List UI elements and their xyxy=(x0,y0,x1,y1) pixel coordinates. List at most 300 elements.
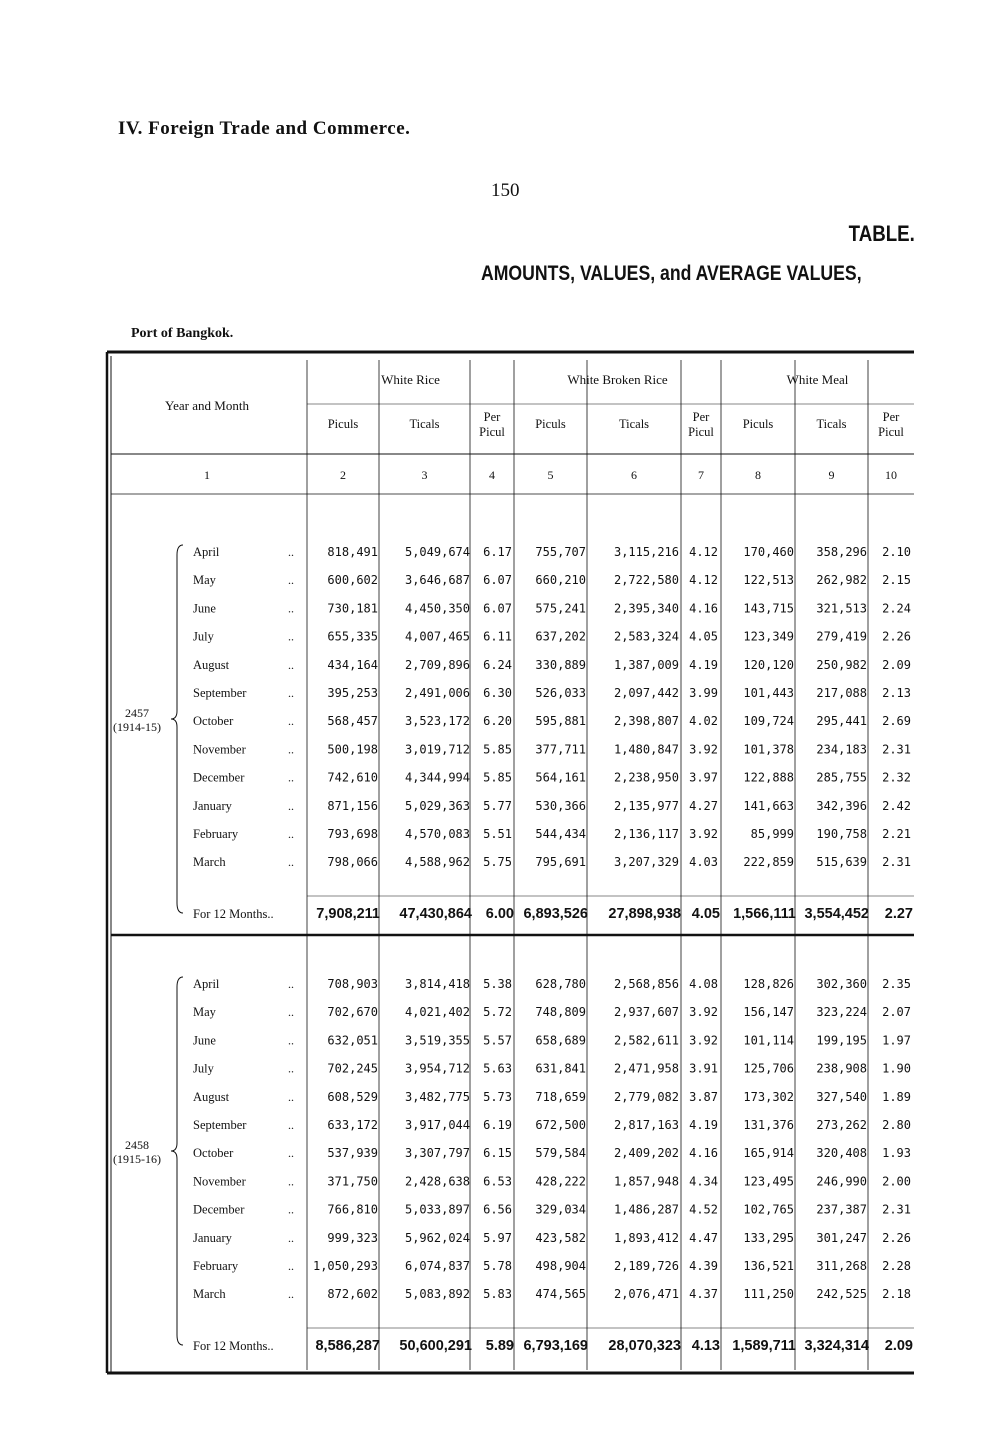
cell-value: 295,441 xyxy=(816,714,867,729)
month-label: June xyxy=(193,1033,216,1048)
cell-value: 3.92 xyxy=(689,742,718,757)
leader-dots: .. xyxy=(288,1230,294,1245)
cell-value: 3,917,044 xyxy=(404,1118,470,1132)
cell-value: 4.52 xyxy=(689,1202,718,1217)
cell-value: 515,639 xyxy=(816,855,867,870)
month-label: August xyxy=(193,1089,230,1104)
month-label: November xyxy=(193,742,246,757)
cell-value: 2,395,340 xyxy=(613,601,679,616)
cell-value: 101,443 xyxy=(743,686,794,700)
cell-value: 2,076,471 xyxy=(613,1287,679,1302)
header-piculs: Piculs xyxy=(742,417,774,431)
cell-value: 1.90 xyxy=(882,1061,911,1076)
cell-value: 395,253 xyxy=(327,686,378,700)
cell-value: 4.12 xyxy=(689,545,718,559)
cell-value: 358,296 xyxy=(816,545,867,559)
cell-value: 423,582 xyxy=(535,1230,586,1245)
cell-value: 5.77 xyxy=(483,798,512,813)
cell-value: 85,999 xyxy=(750,827,794,841)
cell-value: 2.35 xyxy=(882,977,911,991)
cell-value: 2.26 xyxy=(882,629,911,644)
cell-value: 2.00 xyxy=(882,1174,911,1189)
cell-value: 3,307,797 xyxy=(404,1146,470,1161)
cell-value: 708,903 xyxy=(327,977,378,991)
leader-dots: .. xyxy=(288,798,294,813)
cell-value: 320,408 xyxy=(816,1146,867,1161)
cell-value: 2,097,442 xyxy=(613,686,679,700)
year-brace xyxy=(171,977,183,1345)
cell-value: 6.30 xyxy=(483,686,512,700)
header-group-2: White Broken Rice xyxy=(567,372,668,387)
leader-dots: .. xyxy=(288,742,294,757)
cell-value: 2,709,896 xyxy=(404,657,470,672)
column-number-8: 8 xyxy=(755,468,761,482)
leader-dots: .. xyxy=(288,1005,294,1020)
cell-value: 2.31 xyxy=(882,855,911,870)
total-value: 7,908,211 xyxy=(316,906,380,922)
section-title: IV. Foreign Trade and Commerce. xyxy=(118,118,411,139)
cell-value: 1.93 xyxy=(882,1146,911,1161)
cell-value: 2,409,202 xyxy=(613,1146,679,1161)
cell-value: 6.07 xyxy=(483,573,512,588)
cell-value: 766,810 xyxy=(327,1202,378,1217)
cell-value: 131,376 xyxy=(743,1118,794,1132)
cell-value: 133,295 xyxy=(743,1230,794,1245)
cell-value: 6.56 xyxy=(483,1202,512,1217)
total-label: For 12 Months.. xyxy=(193,1339,274,1353)
cell-value: 2.31 xyxy=(882,1202,911,1217)
cell-value: 2.15 xyxy=(882,573,911,588)
month-label: February xyxy=(193,827,239,841)
cell-value: 3.92 xyxy=(689,1033,718,1048)
cell-value: 238,908 xyxy=(816,1061,867,1076)
leader-dots: .. xyxy=(288,1061,294,1076)
total-value: 5.89 xyxy=(485,1338,514,1354)
cell-value: 3.92 xyxy=(689,827,718,841)
header-ticals: Ticals xyxy=(409,417,440,431)
year-span: (1915-16) xyxy=(113,1152,161,1166)
cell-value: 6.20 xyxy=(483,714,512,729)
cell-value: 530,366 xyxy=(535,798,586,813)
cell-value: 2,722,580 xyxy=(613,573,679,588)
cell-value: 329,034 xyxy=(535,1202,586,1217)
cell-value: 143,715 xyxy=(743,601,794,616)
total-value: 1,566,111 xyxy=(733,906,796,922)
leader-dots: .. xyxy=(288,573,294,588)
column-number-3: 3 xyxy=(421,468,428,482)
cell-value: 101,114 xyxy=(743,1033,794,1048)
cell-value: 818,491 xyxy=(327,545,378,559)
column-number-4: 4 xyxy=(489,468,495,482)
cell-value: 3,646,687 xyxy=(404,573,470,588)
page-number: 150 xyxy=(491,180,520,201)
month-label: July xyxy=(193,629,214,644)
leader-dots: .. xyxy=(288,714,294,729)
cell-value: 434,164 xyxy=(327,657,378,672)
cell-value: 2,238,950 xyxy=(613,770,679,785)
total-value: 2.27 xyxy=(884,906,913,922)
cell-value: 327,540 xyxy=(816,1089,867,1104)
month-label: March xyxy=(193,1287,226,1302)
cell-value: 302,360 xyxy=(816,977,867,991)
total-value: 6.00 xyxy=(485,906,514,922)
cell-value: 5.78 xyxy=(483,1259,512,1273)
cell-value: 217,088 xyxy=(816,686,867,700)
cell-value: 123,349 xyxy=(743,629,794,644)
cell-value: 2,491,006 xyxy=(404,686,470,700)
cell-value: 793,698 xyxy=(327,827,378,841)
cell-value: 102,765 xyxy=(743,1202,794,1217)
cell-value: 5.75 xyxy=(483,855,512,870)
cell-value: 4.16 xyxy=(689,601,718,616)
cell-value: 730,181 xyxy=(327,601,378,616)
cell-value: 321,513 xyxy=(816,601,867,616)
total-value: 47,430,864 xyxy=(399,906,472,922)
year-span: (1914-15) xyxy=(113,720,161,734)
header-ticals: Ticals xyxy=(816,417,847,431)
month-label: January xyxy=(193,1230,232,1245)
cell-value: 111,250 xyxy=(743,1287,794,1302)
port-label: Port of Bangkok. xyxy=(131,326,234,341)
cell-value: 633,172 xyxy=(327,1118,378,1132)
cell-value: 718,659 xyxy=(535,1089,586,1104)
cell-value: 500,198 xyxy=(327,742,378,757)
cell-value: 2,428,638 xyxy=(404,1174,470,1189)
cell-value: 798,066 xyxy=(327,855,378,870)
cell-value: 4.16 xyxy=(689,1146,718,1161)
month-label: September xyxy=(193,1118,247,1132)
cell-value: 871,156 xyxy=(327,798,378,813)
cell-value: 474,565 xyxy=(535,1287,586,1302)
year-brace xyxy=(171,545,183,913)
cell-value: 5,083,892 xyxy=(404,1287,470,1302)
cell-value: 748,809 xyxy=(535,1005,586,1020)
cell-value: 330,889 xyxy=(535,657,586,672)
cell-value: 4.19 xyxy=(689,1118,718,1132)
cell-value: 2,583,324 xyxy=(613,629,679,644)
cell-value: 6.24 xyxy=(483,657,512,672)
cell-value: 4.37 xyxy=(689,1287,718,1302)
cell-value: 4.05 xyxy=(689,629,718,644)
cell-value: 136,521 xyxy=(743,1259,794,1273)
cell-value: 537,939 xyxy=(327,1146,378,1161)
header-piculs: Piculs xyxy=(535,417,566,431)
cell-value: 6.11 xyxy=(483,629,512,644)
cell-value: 4,450,350 xyxy=(404,601,470,616)
cell-value: 5.63 xyxy=(483,1061,512,1076)
cell-value: 323,224 xyxy=(816,1005,867,1020)
cell-value: 3.87 xyxy=(689,1089,718,1104)
total-value: 3,324,314 xyxy=(804,1338,869,1354)
month-label: October xyxy=(193,1146,234,1161)
cell-value: 5,033,897 xyxy=(404,1202,470,1217)
cell-value: 2.10 xyxy=(882,545,911,559)
cell-value: 2.32 xyxy=(882,770,911,785)
cell-value: 109,724 xyxy=(743,714,794,729)
cell-value: 156,147 xyxy=(743,1005,794,1020)
cell-value: 5.38 xyxy=(483,977,512,991)
cell-value: 4.39 xyxy=(689,1259,718,1273)
cell-value: 3,954,712 xyxy=(404,1061,470,1076)
cell-value: 5.83 xyxy=(483,1287,512,1302)
cell-value: 6.53 xyxy=(483,1174,512,1189)
month-label: April xyxy=(193,977,220,991)
cell-value: 628,780 xyxy=(535,977,586,991)
cell-value: 872,602 xyxy=(327,1287,378,1302)
cell-value: 637,202 xyxy=(535,629,586,644)
cell-value: 2.31 xyxy=(882,742,911,757)
cell-value: 101,378 xyxy=(743,742,794,757)
cell-value: 568,457 xyxy=(327,714,378,729)
cell-value: 285,755 xyxy=(816,770,867,785)
cell-value: 428,222 xyxy=(535,1174,586,1189)
cell-value: 5,029,363 xyxy=(404,798,470,813)
total-value: 50,600,291 xyxy=(399,1338,472,1354)
leader-dots: .. xyxy=(288,545,294,559)
leader-dots: .. xyxy=(288,1287,294,1302)
cell-value: 5,049,674 xyxy=(404,545,470,559)
leader-dots: .. xyxy=(288,1089,294,1104)
column-number-10: 10 xyxy=(885,468,897,482)
cell-value: 165,914 xyxy=(743,1146,794,1161)
cell-value: 632,051 xyxy=(327,1033,378,1048)
header-piculs: Piculs xyxy=(327,417,359,431)
cell-value: 4,588,962 xyxy=(404,855,470,870)
table-label: TABLE. xyxy=(848,221,915,246)
cell-value: 4.34 xyxy=(689,1174,718,1189)
leader-dots: .. xyxy=(288,1202,294,1217)
month-label: May xyxy=(193,1005,216,1020)
table-subtitle: AMOUNTS, VALUES, and AVERAGE VALUES, xyxy=(481,262,862,285)
cell-value: 246,990 xyxy=(816,1174,867,1189)
cell-value: 660,210 xyxy=(535,573,586,588)
cell-value: 4,570,083 xyxy=(404,827,470,841)
cell-value: 4.27 xyxy=(689,798,718,813)
cell-value: 6.07 xyxy=(483,601,512,616)
leader-dots: .. xyxy=(288,855,294,870)
cell-value: 5.85 xyxy=(483,742,512,757)
total-value: 3,554,452 xyxy=(804,906,869,922)
cell-value: 4.03 xyxy=(689,855,718,870)
cell-value: 3.91 xyxy=(689,1061,718,1076)
cell-value: 631,841 xyxy=(535,1061,586,1076)
total-value: 4.13 xyxy=(691,1338,720,1354)
leader-dots: .. xyxy=(288,601,294,616)
cell-value: 2,135,977 xyxy=(613,798,679,813)
cell-value: 301,247 xyxy=(816,1230,867,1245)
cell-value: 1,486,287 xyxy=(613,1202,679,1217)
cell-value: 5.72 xyxy=(483,1005,512,1020)
cell-value: 3,519,355 xyxy=(404,1033,470,1048)
month-label: September xyxy=(193,686,247,700)
cell-value: 3,814,418 xyxy=(404,977,470,991)
cell-value: 658,689 xyxy=(535,1033,586,1048)
header-year-month: Year and Month xyxy=(165,398,249,413)
cell-value: 199,195 xyxy=(816,1033,867,1048)
month-label: June xyxy=(193,601,216,616)
column-number-5: 5 xyxy=(547,468,554,482)
total-value: 1,589,711 xyxy=(732,1338,796,1354)
total-value: 6,893,526 xyxy=(523,906,588,922)
cell-value: 2.13 xyxy=(882,686,911,700)
cell-value: 1,050,293 xyxy=(312,1259,378,1273)
cell-value: 2.07 xyxy=(882,1005,911,1020)
column-number-9: 9 xyxy=(828,468,835,482)
leader-dots: .. xyxy=(288,1146,294,1161)
header-per: Per xyxy=(483,410,501,424)
cell-value: 2,398,807 xyxy=(613,714,679,729)
cell-value: 595,881 xyxy=(535,714,586,729)
cell-value: 2,189,726 xyxy=(613,1259,679,1273)
cell-value: 655,335 xyxy=(327,629,378,644)
header-per: Per xyxy=(882,410,900,424)
cell-value: 672,500 xyxy=(535,1118,586,1132)
header-group-1: White Rice xyxy=(381,372,440,387)
cell-value: 702,245 xyxy=(327,1061,378,1076)
header-ticals: Ticals xyxy=(618,417,650,431)
leader-dots: .. xyxy=(288,686,294,700)
header-picul: Picul xyxy=(479,425,505,439)
cell-value: 3.97 xyxy=(689,770,718,785)
cell-value: 2.26 xyxy=(882,1230,911,1245)
year-label: 2458 xyxy=(125,1138,149,1152)
cell-value: 6,074,837 xyxy=(404,1259,470,1273)
cell-value: 5.85 xyxy=(483,770,512,785)
cell-value: 4,344,994 xyxy=(404,770,470,785)
total-value: 8,586,287 xyxy=(315,1338,380,1354)
cell-value: 608,529 xyxy=(327,1089,378,1104)
month-label: April xyxy=(193,545,220,559)
cell-value: 1,857,948 xyxy=(613,1174,679,1189)
cell-value: 2,136,117 xyxy=(613,827,679,841)
cell-value: 3,207,329 xyxy=(613,855,679,870)
cell-value: 2.42 xyxy=(882,798,911,813)
header-per: Per xyxy=(692,410,710,424)
leader-dots: .. xyxy=(288,770,294,785)
cell-value: 755,707 xyxy=(535,545,586,559)
cell-value: 2.18 xyxy=(882,1287,911,1302)
cell-value: 5.97 xyxy=(483,1230,512,1245)
month-label: November xyxy=(193,1174,246,1189)
cell-value: 564,161 xyxy=(535,770,586,785)
total-label: For 12 Months.. xyxy=(193,907,274,921)
cell-value: 575,241 xyxy=(535,601,586,616)
cell-value: 262,982 xyxy=(816,573,867,588)
cell-value: 3,115,216 xyxy=(613,545,679,559)
cell-value: 3,482,775 xyxy=(404,1089,470,1104)
cell-value: 250,982 xyxy=(816,657,867,672)
month-label: August xyxy=(193,657,230,672)
cell-value: 702,670 xyxy=(327,1005,378,1020)
cell-value: 123,495 xyxy=(743,1174,794,1189)
cell-value: 2.21 xyxy=(882,827,911,841)
cell-value: 1.97 xyxy=(882,1033,911,1048)
month-label: July xyxy=(193,1061,214,1076)
cell-value: 4.19 xyxy=(689,657,718,672)
cell-value: 4,007,465 xyxy=(404,629,470,644)
cell-value: 125,706 xyxy=(743,1061,794,1076)
leader-dots: .. xyxy=(288,1174,294,1189)
month-label: May xyxy=(193,573,216,588)
cell-value: 377,711 xyxy=(535,742,586,757)
month-label: December xyxy=(193,770,245,785)
cell-value: 173,302 xyxy=(743,1089,794,1104)
cell-value: 526,033 xyxy=(535,686,586,700)
cell-value: 2,937,607 xyxy=(613,1005,679,1020)
cell-value: 6.17 xyxy=(483,545,512,559)
month-label: January xyxy=(193,798,232,813)
cell-value: 1,387,009 xyxy=(613,657,679,672)
column-number-6: 6 xyxy=(631,468,637,482)
cell-value: 5.57 xyxy=(483,1033,512,1048)
cell-value: 342,396 xyxy=(816,798,867,813)
leader-dots: .. xyxy=(288,827,294,841)
header-group-3: White Meal xyxy=(786,372,849,387)
cell-value: 498,904 xyxy=(535,1259,586,1273)
total-value: 2.09 xyxy=(884,1338,913,1354)
cell-value: 6.19 xyxy=(483,1118,512,1132)
month-label: October xyxy=(193,714,234,729)
month-label: March xyxy=(193,855,226,870)
leader-dots: .. xyxy=(288,629,294,644)
cell-value: 242,525 xyxy=(816,1287,867,1302)
cell-value: 3,019,712 xyxy=(404,742,470,757)
cell-value: 122,513 xyxy=(743,573,794,588)
cell-value: 170,460 xyxy=(743,545,794,559)
total-value: 27,898,938 xyxy=(608,906,681,922)
cell-value: 122,888 xyxy=(743,770,794,785)
cell-value: 1,480,847 xyxy=(613,742,679,757)
header-picul: Picul xyxy=(878,425,904,439)
column-number-1: 1 xyxy=(204,468,210,482)
cell-value: 6.15 xyxy=(483,1146,512,1161)
cell-value: 5.73 xyxy=(483,1089,512,1104)
header-picul: Picul xyxy=(688,425,714,439)
cell-value: 3.99 xyxy=(689,686,718,700)
year-label: 2457 xyxy=(125,706,149,720)
cell-value: 1,893,412 xyxy=(613,1230,679,1245)
column-number-7: 7 xyxy=(698,468,704,482)
cell-value: 190,758 xyxy=(816,827,867,841)
cell-value: 2.80 xyxy=(882,1118,911,1132)
month-label: February xyxy=(193,1259,239,1273)
cell-value: 279,419 xyxy=(816,629,867,644)
cell-value: 2.24 xyxy=(882,601,911,616)
cell-value: 579,584 xyxy=(535,1146,586,1161)
cell-value: 371,750 xyxy=(327,1174,378,1189)
cell-value: 1.89 xyxy=(882,1089,911,1104)
leader-dots: .. xyxy=(288,1118,294,1132)
cell-value: 4.12 xyxy=(689,573,718,588)
cell-value: 2.09 xyxy=(882,657,911,672)
cell-value: 4.02 xyxy=(689,714,718,729)
total-value: 4.05 xyxy=(691,906,720,922)
cell-value: 544,434 xyxy=(535,827,586,841)
leader-dots: .. xyxy=(288,977,294,991)
cell-value: 3.92 xyxy=(689,1005,718,1020)
cell-value: 742,610 xyxy=(327,770,378,785)
cell-value: 5,962,024 xyxy=(404,1230,470,1245)
cell-value: 2,817,163 xyxy=(613,1118,679,1132)
cell-value: 141,663 xyxy=(743,798,794,813)
cell-value: 795,691 xyxy=(535,855,586,870)
cell-value: 600,602 xyxy=(327,573,378,588)
column-number-2: 2 xyxy=(340,468,346,482)
leader-dots: .. xyxy=(288,1033,294,1048)
cell-value: 3,523,172 xyxy=(404,714,470,729)
leader-dots: .. xyxy=(288,1259,294,1273)
cell-value: 4,021,402 xyxy=(404,1005,470,1020)
